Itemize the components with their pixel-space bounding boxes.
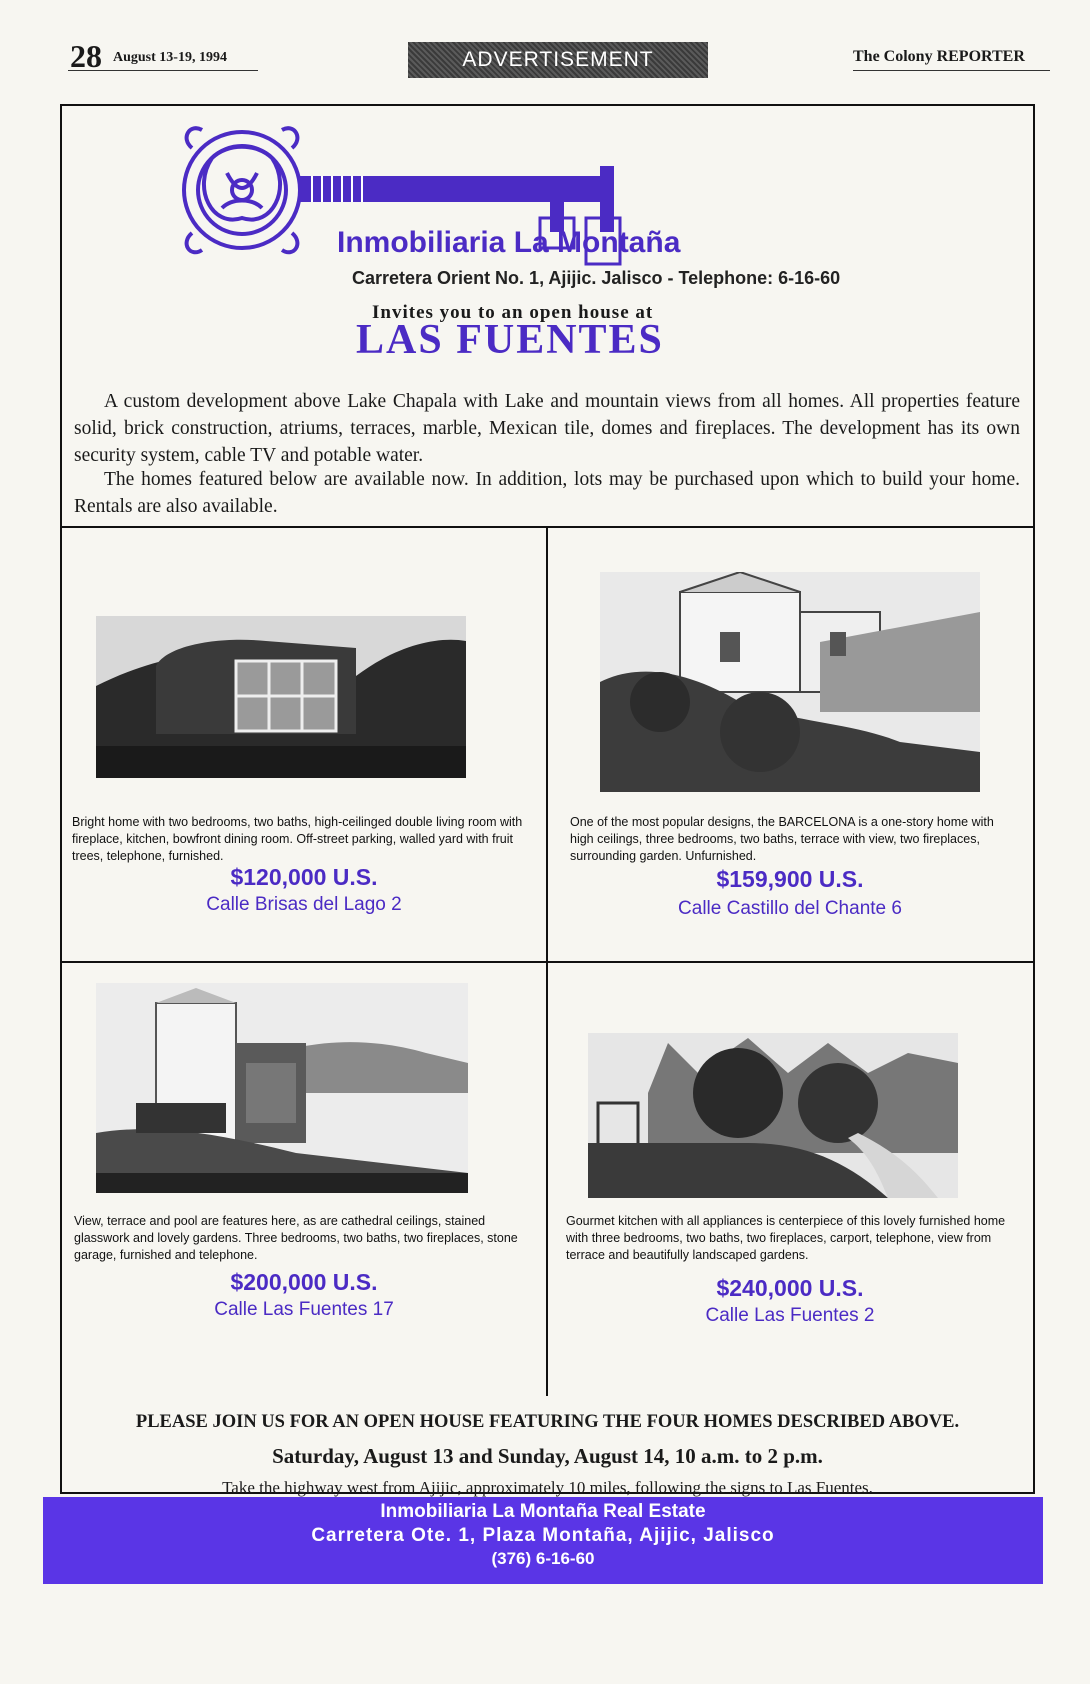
listing-street: Calle Las Fuentes 17 <box>214 1299 394 1320</box>
page-number: 28 <box>70 38 102 74</box>
listing-card <box>62 963 546 1398</box>
advertisement-banner: ADVERTISEMENT <box>408 42 708 78</box>
intro-section <box>62 106 1033 528</box>
directions-text: Take the highway west from Ajijic, approximately 10 miles, following the signs to Las Fuentes. <box>222 1478 873 1497</box>
listing-card <box>62 526 546 961</box>
house-photo <box>96 983 468 1193</box>
listing-price: $159,900 U.S. <box>716 866 864 892</box>
listing-price: $240,000 U.S. <box>716 1275 864 1301</box>
open-house-invite: PLEASE JOIN US FOR AN OPEN HOUSE FEATURING THE FOUR HOMES DESCRIBED ABOVE. <box>135 1412 960 1432</box>
contact-footer <box>43 1497 1043 1584</box>
description-paragraph: The homes featured below are available now. In addition, lots may be purchased upon which to build your home. Rentals are also available. <box>74 469 1020 517</box>
listing-price: $120,000 U.S. <box>230 864 378 890</box>
issue-date: August 13-19, 1994 <box>113 50 227 65</box>
company-address: Carretera Orient No. 1, Ajijic. Jalisco - Telephone: 6-16-60 <box>352 268 841 288</box>
footer-phone: (376) 6-16-60 <box>491 1549 595 1568</box>
publication-name: The Colony REPORTER <box>853 48 1025 65</box>
key-logo-icon <box>172 118 692 288</box>
company-name: Inmobiliaria La Montaña <box>337 226 681 259</box>
listing-card <box>548 963 1032 1398</box>
listing-caption: Bright home with two bedrooms, two baths, high-ceilinged double living room with fireplace, kitchen, bowfront dining room. Off-street parking, walled yard with fruit trees, telephone, furnished. <box>72 815 523 863</box>
listing-card <box>548 526 1032 961</box>
listing-caption: Gourmet kitchen with all appliances is centerpiece of this lovely furnished home with three bedrooms, two baths, two fireplaces, carport, telephone, view from terrace and beautifully landscaped gardens. <box>566 1214 1006 1262</box>
listing-street: Calle Castillo del Chante 6 <box>678 898 902 919</box>
footer-address: Carretera Ote. 1, Plaza Montaña, Ajijic, Jalisco <box>311 1525 775 1546</box>
listing-price: $200,000 U.S. <box>230 1269 378 1295</box>
invite-text: Invites you to an open house at <box>372 302 654 323</box>
advertisement <box>60 104 1035 1497</box>
listing-caption: View, terrace and pool are features here, as are cathedral ceilings, stained glasswork and lovely gardens. Three bedrooms, two baths, two fireplaces, stone garage, furnished and telephone. <box>74 1214 518 1262</box>
listing-street: Calle Brisas del Lago 2 <box>206 894 402 915</box>
header-rule <box>853 70 1050 71</box>
description-paragraph: A custom development above Lake Chapala with Lake and mountain views from all homes. All properties feature solid, brick construction, atriums, terraces, marble, Mexican tile, domes and fireplaces. The development has its own security system, cable TV and potable water. <box>74 391 1020 466</box>
house-photo <box>588 1033 958 1198</box>
listings-grid <box>62 526 1033 1396</box>
footer-company: Inmobiliaria La Montaña Real Estate <box>380 1501 706 1522</box>
house-photo <box>600 572 980 792</box>
header-rule <box>68 70 258 71</box>
listing-street: Calle Las Fuentes 2 <box>705 1305 875 1326</box>
development-title: LAS FUENTES <box>356 317 664 363</box>
house-photo <box>96 616 466 778</box>
open-house-dates: Saturday, August 13 and Sunday, August 14, 10 a.m. to 2 p.m. <box>272 1444 823 1468</box>
listing-caption: One of the most popular designs, the BARCELONA is a one-story home with high ceilings, three bedrooms, two baths, terrace with view, two fireplaces, surrounding garden. Unfurnished. <box>570 815 994 863</box>
